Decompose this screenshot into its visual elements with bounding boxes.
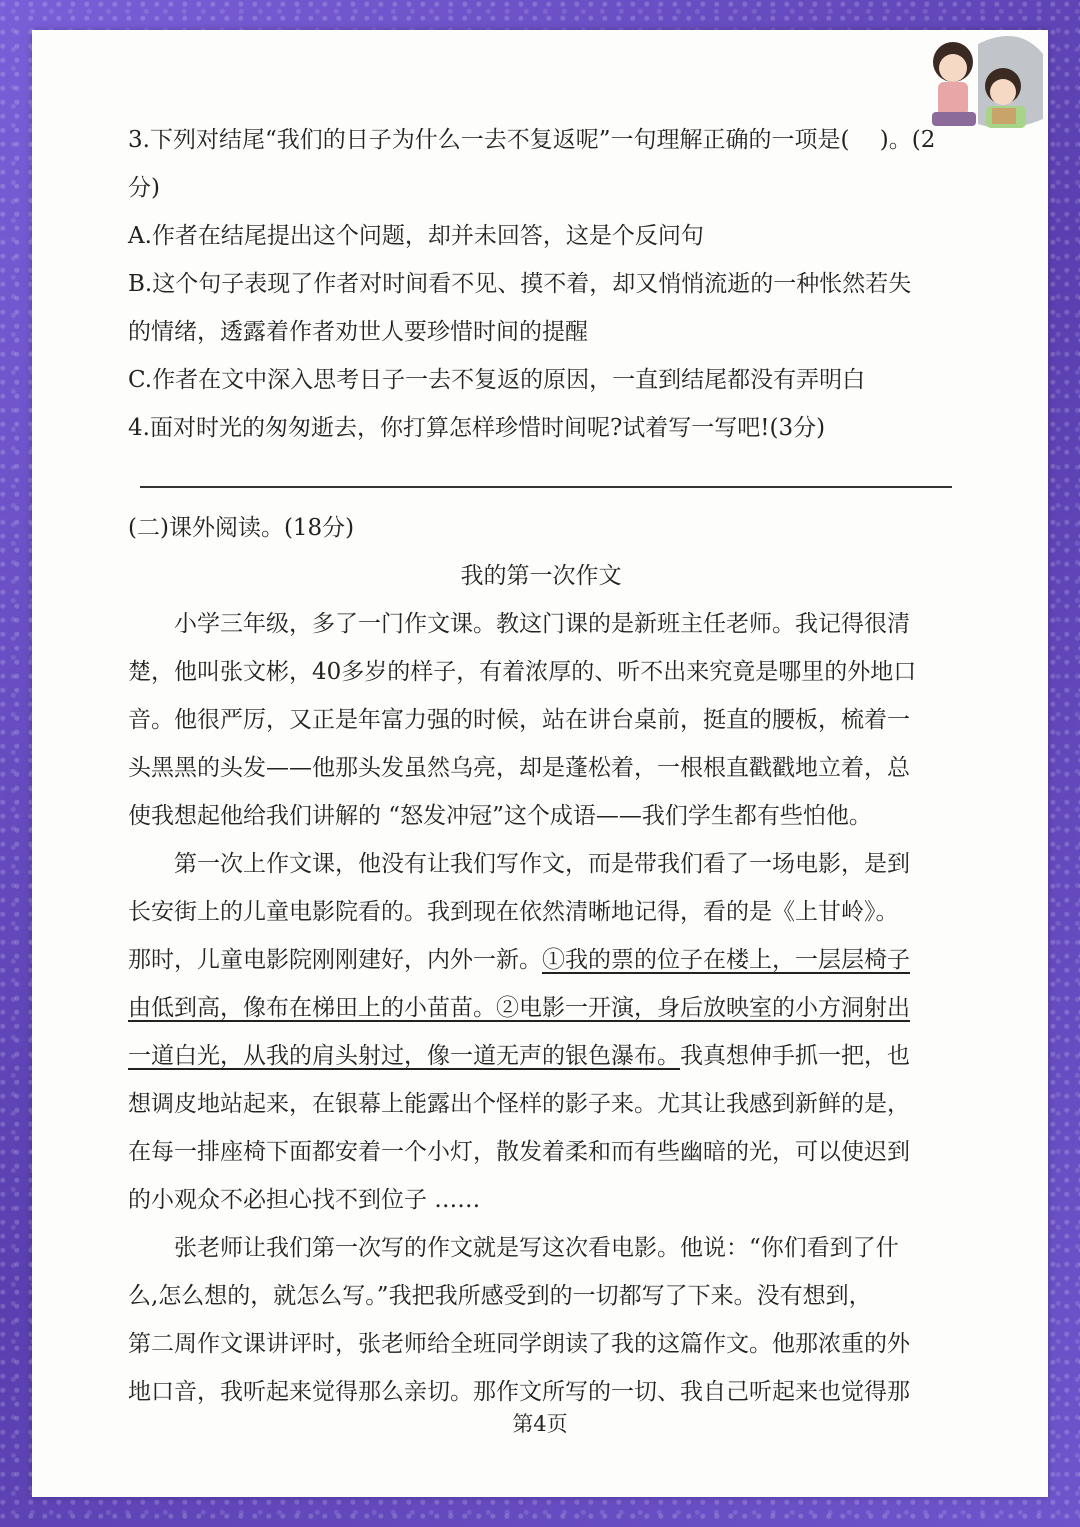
option-a: A.作者在结尾提出这个问题，却并未回答，这是个反问句 <box>128 223 704 249</box>
p2-line: 想调皮地站起来，在银幕上能露出个怪样的影子来。尤其让我感到新鲜的是， <box>128 1091 910 1117</box>
p3-line: 么,怎么想的，就怎么写。”我把我所感受到的一切都写了下来。没有想到， <box>128 1283 872 1309</box>
question-3: 3.下列对结尾“我们的日子为什么一去不复返呢”一句理解正确的一项是( )。(2 <box>128 127 936 153</box>
p2-plain-text: 那时，儿童电影院刚刚建好，内外一新。 <box>128 947 542 973</box>
p2-line <box>128 1032 954 1080</box>
question-4: 4.面对时光的匆匆逝去，你打算怎样珍惜时间呢?试着写一写吧!(3分) <box>128 415 826 441</box>
underlined-sentence: 一道白光，从我的肩头射过，像一道无声的银色瀑布。 <box>128 1043 680 1069</box>
p1-line: 头黑黑的头发——他那头发虽然乌亮，却是蓬松着，一根根直戳戳地立着，总 <box>128 755 910 781</box>
p2-line: 长安街上的儿童电影院看的。我到现在依然清晰地记得，看的是《上甘岭》。 <box>128 899 899 925</box>
p1-line: 使我想起他给我们讲解的 “怒发冲冠”这个成语——我们学生都有些怕他。 <box>128 803 872 829</box>
exam-page <box>32 30 1048 1497</box>
option-b-cont: 的情绪，透露着作者劝世人要珍惜时间的提醒 <box>128 319 588 345</box>
p3-line: 地口音，我听起来觉得那么亲切。那作文所写的一切、我自己听起来也觉得那 <box>128 1379 910 1405</box>
passage-title: 我的第一次作文 <box>460 563 622 589</box>
underlined-sentence: 由低到高，像布在梯田上的小苗苗。②电影一开演，身后放映室的小方洞射出 <box>128 995 910 1021</box>
option-c: C.作者在文中深入思考日子一去不复返的原因，一直到结尾都没有弄明白 <box>128 367 866 393</box>
p1-line: 音。他很严厉，又正是年富力强的时候，站在讲台桌前，挺直的腰板，梳着一 <box>128 707 910 733</box>
option-b: B.这个句子表现了作者对时间看不见、摸不着，却又悄悄流逝的一种怅然若失 <box>128 271 912 297</box>
p2-line: 在每一排座椅下面都安着一个小灯，散发着柔和而有些幽暗的光，可以使迟到 <box>128 1139 910 1165</box>
p2-line <box>128 984 954 1032</box>
p3-line: 第二周作文课讲评时，张老师给全班同学朗读了我的这篇作文。他那浓重的外 <box>128 1331 910 1357</box>
p1-line: 小学三年级，多了一门作文课。教这门课的是新班主任老师。我记得很清 <box>174 611 910 637</box>
question-3-cont: 分) <box>128 175 160 201</box>
p2-line: 第一次上作文课，他没有让我们写作文，而是带我们看了一场电影，是到 <box>174 851 910 877</box>
page-content <box>128 116 954 1416</box>
p2-line: 的小观众不必担心找不到位子 …… <box>128 1187 481 1213</box>
page-number: 第4页 <box>512 1412 568 1436</box>
p3-line: 张老师让我们第一次写的作文就是写这次看电影。他说：“你们看到了什 <box>174 1235 899 1261</box>
underlined-sentence: ①我的票的位子在楼上，一层层椅子 <box>542 947 910 973</box>
p1-line: 楚，他叫张文彬，40多岁的样子，有着浓厚的、听不出来究竟是哪里的外地口 <box>128 659 917 685</box>
p2-line <box>128 936 954 984</box>
p2-plain-text: 我真想伸手抓一把，也 <box>680 1043 910 1069</box>
section-heading: (二)课外阅读。(18分) <box>128 515 355 541</box>
answer-line <box>140 486 952 488</box>
